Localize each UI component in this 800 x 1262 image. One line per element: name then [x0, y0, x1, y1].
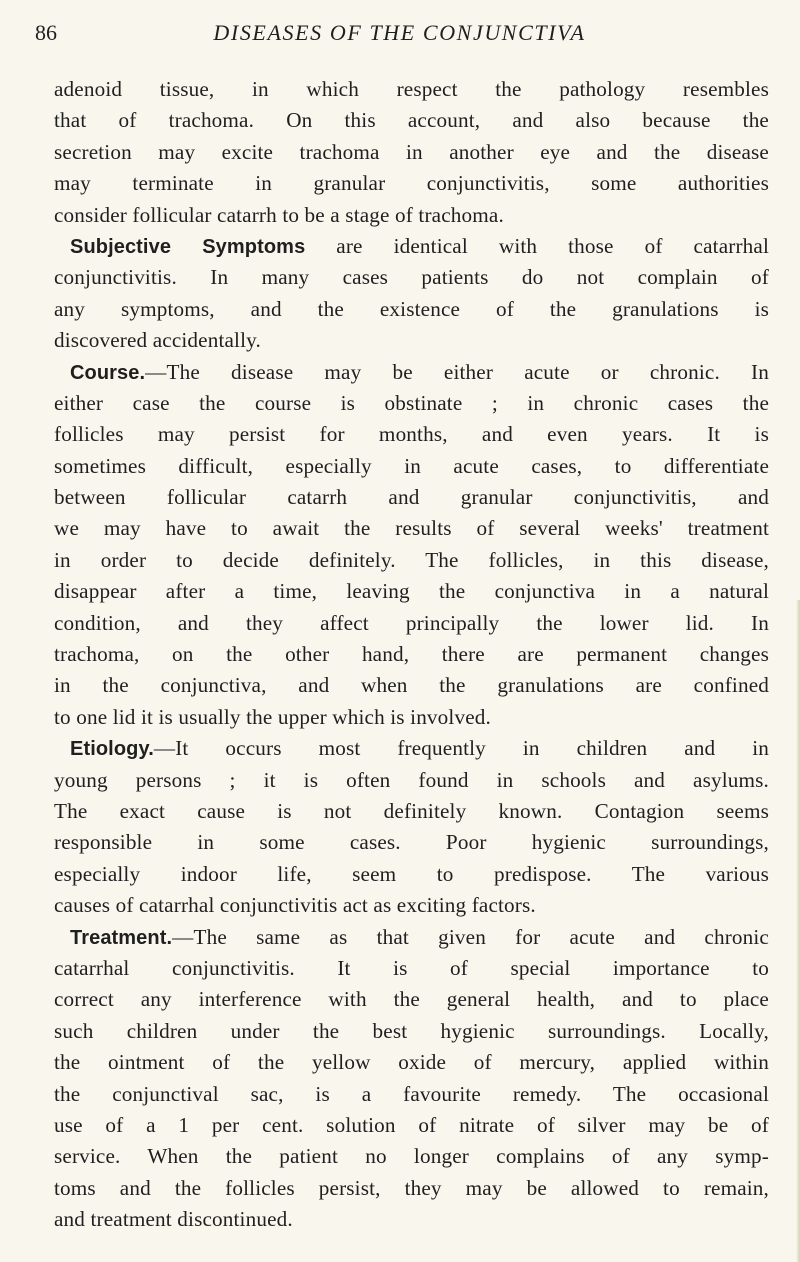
running-title: DISEASES OF THE CONJUNCTIVA — [213, 20, 586, 45]
text-line: secretion may excite trachoma in another eye and the disease — [54, 139, 769, 164]
running-header — [32, 18, 767, 52]
text-line: trachoma, on the other hand, there are permanent changes — [54, 642, 769, 667]
text-line: in the conjunctiva, and when the granulations are confined — [54, 673, 769, 698]
paragraph-subjective-symptoms — [54, 231, 769, 262]
text-line: such children under the best hygienic surroundings. Locally, — [54, 1018, 769, 1043]
text-line: may terminate in granular conjunctivitis, some authorities — [54, 171, 769, 196]
text-run: —The same as that given for acute and chronic — [172, 924, 769, 949]
text-line: between follicular catarrh and granular conjunctivitis, and — [54, 485, 769, 510]
text-line: follicles may persist for months, and even years. It is — [54, 422, 769, 447]
text-line: use of a 1 per cent. solution of nitrate of silver may be of — [54, 1112, 769, 1137]
text-line: service. When the patient no longer complains of any symp- — [54, 1144, 769, 1169]
text-line: the conjunctival sac, is a favourite remedy. The occasional — [54, 1081, 769, 1106]
text-line: conjunctivitis. In many cases patients do not complain of — [54, 265, 769, 290]
text-line: responsible in some cases. Poor hygienic surroundings, — [54, 830, 769, 855]
section-heading-subjective-symptoms: Subjective Symptoms — [70, 235, 306, 258]
section-heading-course: Course. — [70, 361, 146, 384]
text-line: consider follicular catarrh to be a stage of trachoma. — [54, 202, 504, 227]
text-run: —The disease may be either acute or chronic. In — [145, 359, 769, 384]
paragraph-course — [54, 357, 769, 388]
text-line: in order to decide definitely. The follicles, in this disease, — [54, 547, 769, 572]
text-line: sometimes difficult, especially in acute cases, to differentiate — [54, 453, 769, 478]
text-line: causes of catarrhal conjunctivitis act as exciting factors. — [54, 893, 536, 918]
text-line: toms and the follicles persist, they may be allowed to remain, — [54, 1175, 769, 1200]
text-line: catarrhal conjunctivitis. It is of special importance to — [54, 955, 769, 980]
text-line: to one lid it is usually the upper which is involved. — [54, 704, 491, 729]
text-line: disappear after a time, leaving the conjunctiva in a natural — [54, 579, 769, 604]
text-line: either case the course is obstinate ; in chronic cases the — [54, 390, 769, 415]
page-number: 86 — [35, 20, 57, 45]
text-line: correct any interference with the general health, and to place — [54, 987, 769, 1012]
section-heading-treatment: Treatment. — [70, 926, 173, 949]
paragraph-etiology — [54, 733, 769, 764]
text-line: The exact cause is not definitely known. Contagion seems — [54, 798, 769, 823]
text-line: condition, and they affect principally the lower lid. In — [54, 610, 769, 635]
page-edge-shadow — [796, 600, 800, 1262]
text-line: we may have to await the results of several weeks' treatment — [54, 516, 769, 541]
body-text — [54, 74, 769, 1235]
text-run: are identical with those of catarrhal — [305, 233, 769, 258]
section-heading-etiology: Etiology. — [70, 738, 154, 761]
text-line: that of trachoma. On this account, and also because the — [54, 108, 769, 133]
text-line: discovered accidentally. — [54, 328, 261, 353]
text-run: —It occurs most frequently in children and in — [153, 736, 769, 761]
text-line: any symptoms, and the existence of the granulations is — [54, 296, 769, 321]
text-line: especially indoor life, seem to predispose. The various — [54, 861, 769, 886]
text-line: and treatment discontinued. — [54, 1207, 293, 1232]
text-line: young persons ; it is often found in schools and asylums. — [54, 767, 769, 792]
text-line: the ointment of the yellow oxide of mercury, applied within — [54, 1050, 769, 1075]
text-line: adenoid tissue, in which respect the pathology resembles — [54, 77, 769, 101]
paragraph-treatment — [54, 922, 769, 953]
